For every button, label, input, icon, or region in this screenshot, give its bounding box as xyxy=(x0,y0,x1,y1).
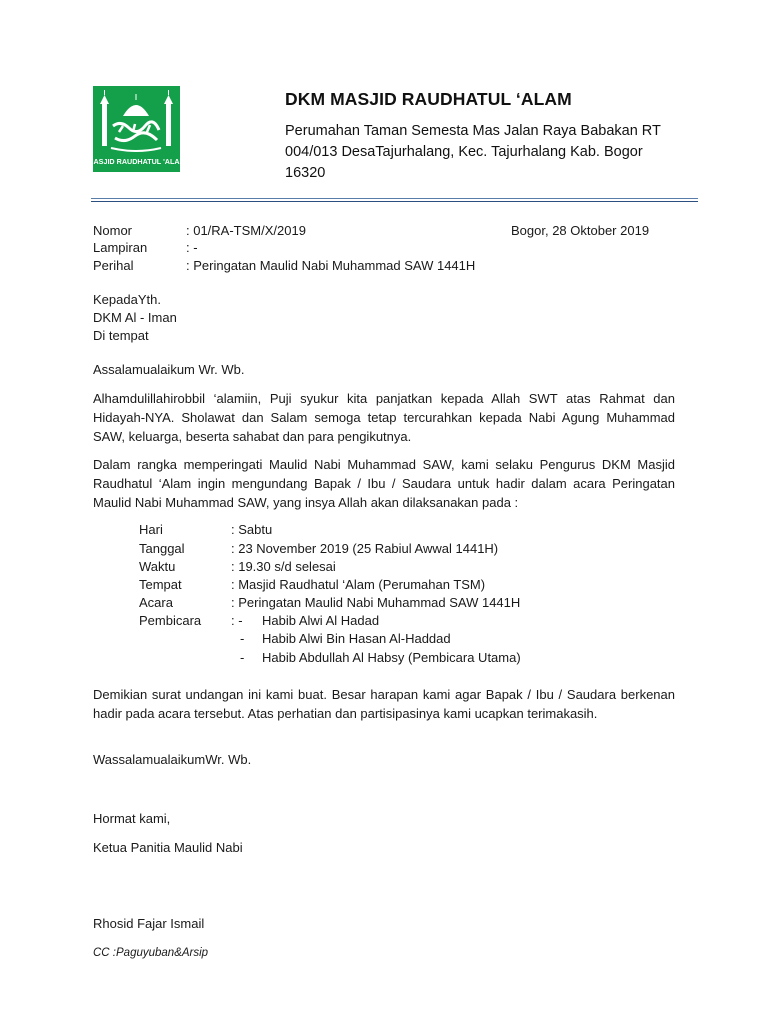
letter-date: Bogor, 28 Oktober 2019 xyxy=(511,223,650,238)
nomor-value: : 01/RA-TSM/X/2019 xyxy=(186,223,306,238)
closing-greeting: WassalamualaikumWr. Wb. xyxy=(93,752,252,767)
greeting: Assalamualaikum Wr. Wb. xyxy=(93,362,245,377)
pembicara-label: Pembicara xyxy=(139,613,202,628)
organization-title: DKM MASJID RAUDHATUL ‘ALAM xyxy=(285,89,572,109)
mosque-icon xyxy=(87,86,186,172)
recipient-line-1: KepadaYth. xyxy=(93,292,161,307)
pembicara-colon: : - xyxy=(231,613,243,628)
header-rule-thick xyxy=(91,201,698,202)
perihal-value: : Peringatan Maulid Nabi Muhammad SAW 1441H xyxy=(186,258,476,273)
acara-value: : Peringatan Maulid Nabi Muhammad SAW 1441H xyxy=(231,595,521,610)
tanggal-value: : 23 November 2019 (25 Rabiul Awwal 1441H) xyxy=(231,541,499,556)
hari-label: Hari xyxy=(139,522,163,537)
signer-position: Ketua Panitia Maulid Nabi xyxy=(93,840,243,855)
speaker-1: Habib Alwi Al Hadad xyxy=(262,613,380,628)
lampiran-label: Lampiran xyxy=(93,240,148,255)
speaker-bullet: - xyxy=(240,650,245,665)
hari-value: : Sabtu xyxy=(231,522,273,537)
speaker-2: Habib Alwi Bin Hasan Al-Haddad xyxy=(262,631,451,646)
tempat-label: Tempat xyxy=(139,577,182,592)
tempat-value: : Masjid Raudhatul ‘Alam (Perumahan TSM) xyxy=(231,577,486,592)
waktu-label: Waktu xyxy=(139,559,176,574)
recipient-line-3: Di tempat xyxy=(93,328,149,343)
waktu-value: : 19.30 s/d selesai xyxy=(231,559,336,574)
perihal-label: Perihal xyxy=(93,258,134,273)
acara-label: Acara xyxy=(139,595,173,610)
recipient-line-2: DKM Al - Iman xyxy=(93,310,177,325)
organization-address: Perumahan Taman Semesta Mas Jalan Raya Babakan RT 004/013 DesaTajurhalang, Kec. Tajurhalang Kab. Bogor 16320 xyxy=(285,123,661,181)
nomor-label: Nomor xyxy=(93,223,133,238)
paragraph-opening: Alhamdulillahirobbil ‘alamiin, Puji syukur kita panjatkan kepada Allah SWT atas Rahmat dan Hidayah-NYA. Sholawat dan Salam semoga tetap tercurahkan kepada Nabi Agung Muhammad SAW, keluarga, beserta sahabat dan para pengikutnya. xyxy=(93,391,675,444)
signer-name: Rhosid Fajar Ismail xyxy=(93,916,205,931)
lampiran-value: : - xyxy=(186,240,198,255)
tanggal-label: Tanggal xyxy=(139,541,185,556)
regards: Hormat kami, xyxy=(93,811,171,826)
paragraph-closing: Demikian surat undangan ini kami buat. Besar harapan kami agar Bapak / Ibu / Saudara berkenan hadir pada acara tersebut. Atas perhatian dan partisipasinya kami ucapkan terimakasih. xyxy=(93,687,675,721)
carbon-copy: CC :Paguyuban&Arsip xyxy=(93,947,209,959)
logo-caption: MASJID RAUDHATUL 'ALAM xyxy=(87,157,186,166)
mosque-logo xyxy=(87,86,186,172)
speaker-bullet: - xyxy=(240,631,245,646)
header-rule-thin xyxy=(91,198,698,199)
speaker-3: Habib Abdullah Al Habsy (Pembicara Utama) xyxy=(262,650,521,665)
paragraph-invitation: Dalam rangka memperingati Maulid Nabi Muhammad SAW, kami selaku Pengurus DKM Masjid Raudhatul ‘Alam ingin mengundang Bapak / Ibu / Saudara untuk hadir dalam acara Peringatan Maulid Nabi Muhammad SAW, yang insya Allah akan dilaksanakan pada : xyxy=(93,457,675,510)
